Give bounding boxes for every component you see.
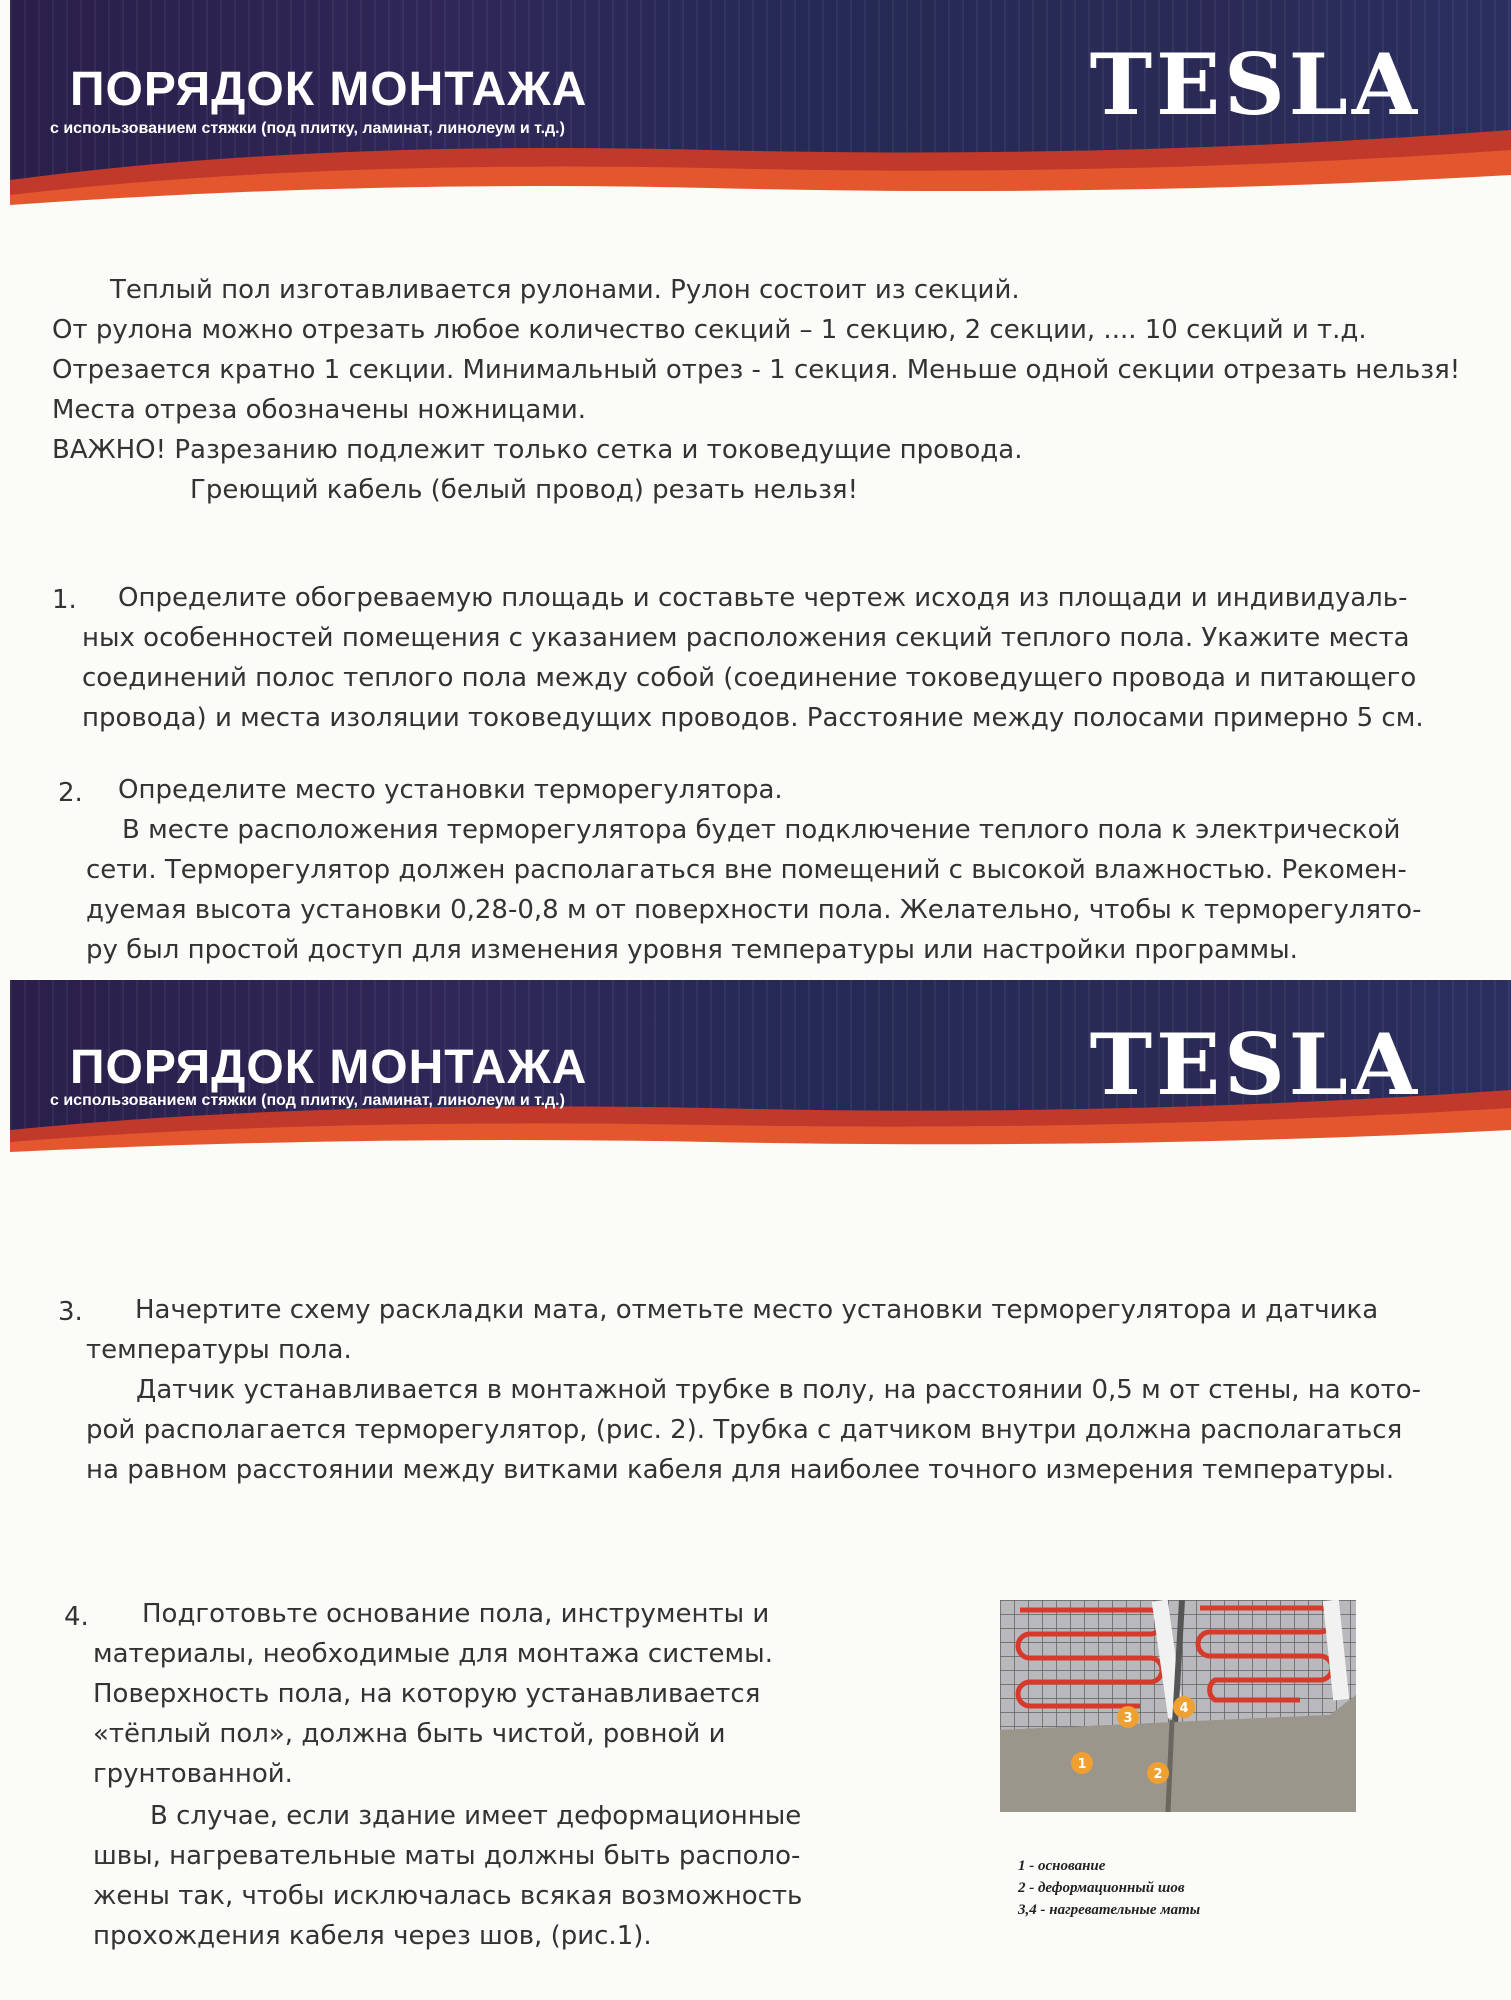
step-line: Определите обогреваемую площадь и составьте чертеж исходя из площади и индивидуаль- [118, 583, 1408, 613]
header-banner-top [10, 0, 1511, 230]
intro-warning: ВАЖНО! Разрезанию подлежит только сетка и токоведущие провода. [52, 435, 1023, 465]
step-line: прохождения кабеля через шов, (рис.1). [93, 1921, 652, 1951]
step-line: сети. Терморегулятор должен располагаться вне помещений с высокой влажностью. Рекомен- [86, 855, 1407, 885]
figure-caption-line: 3,4 - нагревательные маты [1018, 1902, 1201, 1918]
intro-line: Теплый пол изготавливается рулонами. Рулон состоит из секций. [110, 275, 1020, 305]
marker-4 [1173, 1696, 1195, 1718]
heating-mat-illustration [1000, 1600, 1356, 1812]
figure-caption-line: 2 - деформационный шов [1018, 1880, 1185, 1896]
page-subtitle: с использованием стяжки (под плитку, ламинат, линолеум и т.д.) [50, 120, 565, 137]
header-banner-bottom [10, 980, 1511, 1170]
step-number: 4. [64, 1602, 89, 1632]
step-line: Начертите схему раскладки мата, отметьте место установки терморегулятора и датчика [135, 1295, 1379, 1325]
step-line: ру был простой доступ для изменения уровня температуры или настройки программы. [86, 935, 1298, 965]
page-title: ПОРЯДОК МОНТАЖА [70, 1041, 588, 1094]
step-line: Определите место установки терморегулятора. [118, 775, 783, 805]
intro-warning: Греющий кабель (белый провод) резать нельзя! [190, 475, 858, 505]
brand-logo: TESLA [1089, 35, 1421, 134]
intro-line: От рулона можно отрезать любое количество секций – 1 секцию, 2 секции, .... 10 секций и т.д. [52, 315, 1367, 345]
page-title: ПОРЯДОК МОНТАЖА [70, 63, 588, 116]
mat-diagram [1000, 1600, 1356, 1812]
step-number: 2. [58, 778, 83, 808]
step-number: 1. [52, 585, 77, 615]
step-line: жены так, чтобы исключалась всякая возможность [93, 1881, 803, 1911]
svg-text:3: 3 [1123, 1711, 1133, 1726]
svg-text:2: 2 [1153, 1767, 1163, 1782]
marker-1 [1071, 1752, 1093, 1774]
brand-logo: TESLA [1089, 1015, 1421, 1114]
intro-line: Отрезается кратно 1 секции. Минимальный отрез - 1 секция. Меньше одной секции отрезать нельзя! [52, 355, 1461, 385]
step-line: провода) и места изоляции токоведущих проводов. Расстояние между полосами примерно 5 см. [82, 703, 1424, 733]
svg-text:4: 4 [1179, 1701, 1189, 1716]
svg-text:1: 1 [1077, 1757, 1087, 1772]
step-line: соединений полос теплого пола между собой (соединение токоведущего провода и питающего [82, 663, 1417, 693]
step-number: 3. [58, 1297, 83, 1327]
step-line: Подготовьте основание пола, инструменты и [142, 1599, 770, 1629]
step-line: температуры пола. [86, 1335, 352, 1365]
step-line: рой располагается терморегулятор, (рис. 2). Трубка с датчиком внутри должна располагаться [86, 1415, 1403, 1445]
step-line: В месте расположения терморегулятора будет подключение теплого пола к электрической [122, 815, 1401, 845]
step-line: Поверхность пола, на которую устанавливается [93, 1679, 761, 1709]
step-line: на равном расстоянии между витками кабеля для наиболее точного измерения температуры. [86, 1455, 1395, 1485]
page-subtitle: с использованием стяжки (под плитку, ламинат, линолеум и т.д.) [50, 1092, 565, 1109]
intro-line: Места отреза обозначены ножницами. [52, 395, 587, 425]
step-line: материалы, необходимые для монтажа системы. [93, 1639, 773, 1669]
step-line: ных особенностей помещения с указанием расположения секций теплого пола. Укажите места [82, 623, 1410, 653]
marker-3 [1117, 1706, 1139, 1728]
marker-2 [1147, 1762, 1169, 1784]
step-line: «тёплый пол», должна быть чистой, ровной и [93, 1719, 726, 1749]
figure-caption-line: 1 - основание [1018, 1858, 1106, 1874]
step-line: В случае, если здание имеет деформационные [150, 1801, 802, 1831]
step-line: грунтованной. [93, 1759, 293, 1789]
step-line: дуемая высота установки 0,28-0,8 м от поверхности пола. Желательно, чтобы к терморегулято- [86, 895, 1422, 925]
step-line: Датчик устанавливается в монтажной трубке в полу, на расстоянии 0,5 м от стены, на кото- [136, 1375, 1422, 1405]
step-line: швы, нагревательные маты должны быть располо- [93, 1841, 801, 1871]
